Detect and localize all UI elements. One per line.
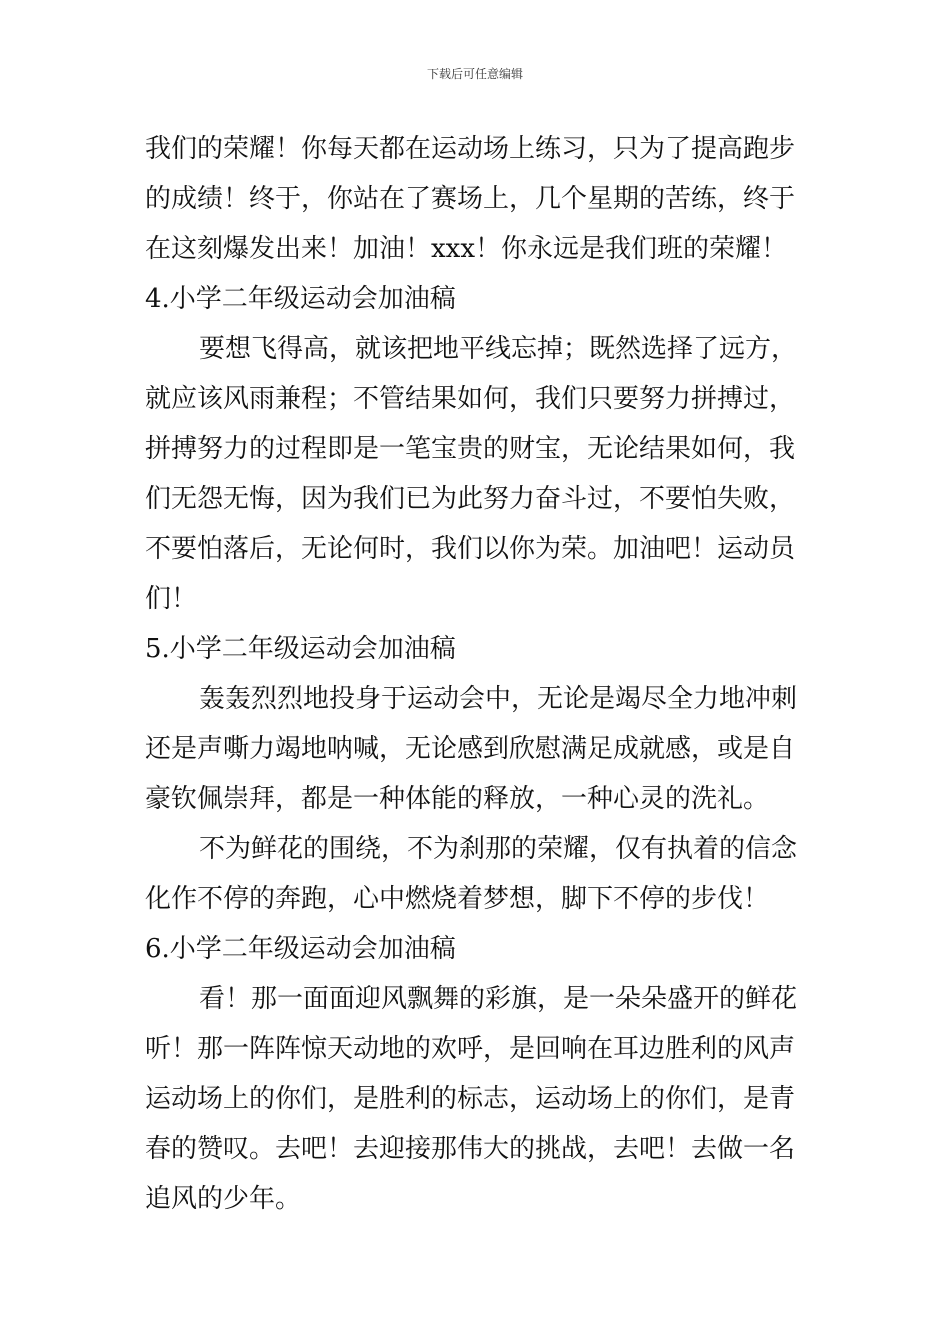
paragraph-line: 我们的荣耀！你每天都在运动场上练习，只为了提高跑步 <box>145 134 796 164</box>
paragraph-line: 不为鲜花的围绕，不为刹那的荣耀，仅有执着的信念 <box>199 834 798 864</box>
paragraph-line: 看！那一面面迎风飘舞的彩旗，是一朵朵盛开的鲜花 <box>199 984 798 1014</box>
paragraph-line: 在这刻爆发出来！加油！xxx！你永远是我们班的荣耀！ <box>145 234 787 264</box>
paragraph-line: 不要怕落后，无论何时，我们以你为荣。加油吧！运动员 <box>145 534 796 564</box>
section-heading: 4.小学二年级运动会加油稿 <box>145 284 456 314</box>
paragraph-line: 要想飞得高，就该把地平线忘掉；既然选择了远方， <box>199 334 798 364</box>
page-header: 下载后可任意编辑 <box>426 67 523 81</box>
section-heading: 5.小学二年级运动会加油稿 <box>145 634 456 664</box>
paragraph-line: 春的赞叹。去吧！去迎接那伟大的挑战，去吧！去做一名 <box>145 1134 796 1164</box>
paragraph-line: 轰轰烈烈地投身于运动会中，无论是竭尽全力地冲刺 <box>199 684 798 714</box>
paragraph-line: 运动场上的你们，是胜利的标志，运动场上的你们，是青 <box>145 1084 796 1114</box>
paragraph-line: 追风的少年。 <box>145 1184 302 1214</box>
paragraph-line: 豪钦佩崇拜，都是一种体能的释放，一种心灵的洗礼。 <box>145 784 770 814</box>
paragraph-line: 化作不停的奔跑，心中燃烧着梦想，脚下不停的步伐！ <box>145 884 770 914</box>
paragraph-line: 的成绩！终于，你站在了赛场上，几个星期的苦练，终于 <box>145 184 796 214</box>
section-heading: 6.小学二年级运动会加油稿 <box>145 934 456 964</box>
paragraph-line: 拼搏努力的过程即是一笔宝贵的财宝，无论结果如何，我 <box>145 434 796 464</box>
paragraph-line: 们无怨无悔，因为我们已为此努力奋斗过，不要怕失败， <box>145 484 796 514</box>
paragraph-line: 听！那一阵阵惊天动地的欢呼，是回响在耳边胜利的风声 <box>145 1034 796 1064</box>
document-body <box>145 124 810 1224</box>
paragraph-line: 们！ <box>145 584 198 614</box>
paragraph-line: 还是声嘶力竭地呐喊，无论感到欣慰满足成就感，或是自 <box>145 734 796 764</box>
paragraph-line: 就应该风雨兼程；不管结果如何，我们只要努力拼搏过， <box>145 384 796 414</box>
